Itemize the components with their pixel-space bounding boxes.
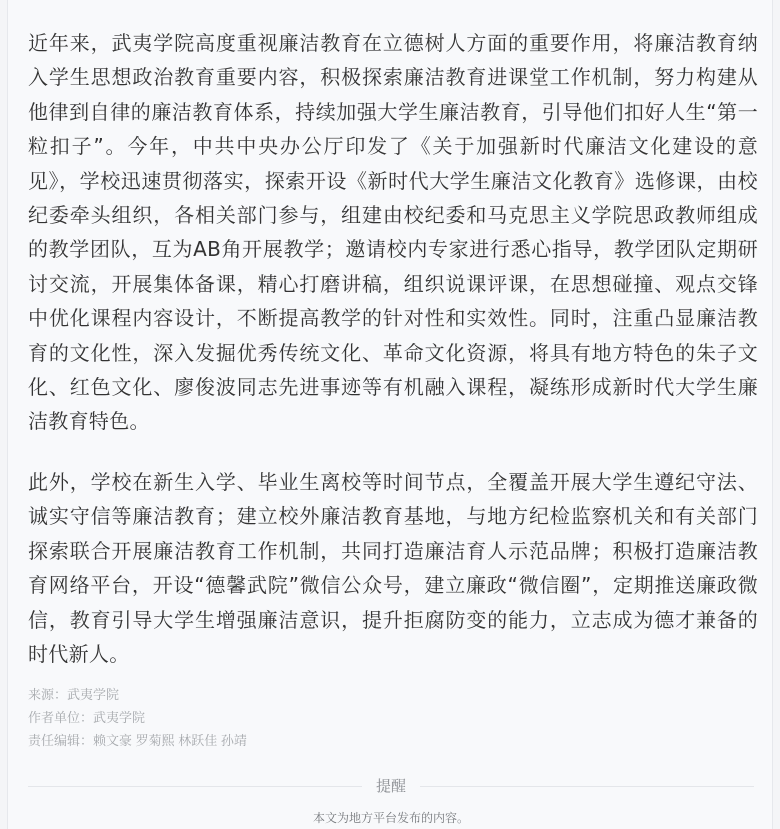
reminder-title: 提醒 <box>362 772 420 800</box>
author-unit-line: 作者单位：武夷学院 <box>28 710 146 725</box>
editors-line: 责任编辑：赖文豪 罗菊熙 林跃佳 孙靖 <box>28 733 247 748</box>
article-paragraph-1: 近年来，武夷学院高度重视廉洁教育在立德树人方面的重要作用，将廉洁教育纳入学生思想政治教育重要内容，积极探索廉洁教育进课堂工作机制，努力构建从他律到自律的廉洁教育体系，持续加强大学生廉洁教育，引导他们扣好人生“第一粒扣子”。今年，中共中央办公厅印发了《关于加强新时代廉洁文化建设的意见》，学校迅速贯彻落实，探索开设《新时代大学生廉洁文化教育》选修课，由校纪委牵头组织，各相关部门参与，组建由校纪委和马克思主义学院思政教师组成的教学团队，互为AB角开展教学；邀请校内专家进行悉心指导，教学团队定期研讨交流，开展集体备课，精心打磨讲稿，组织说课评课，在思想碰撞、观点交锋中优化课程内容设计，不断提高教学的针对性和实效性。同时，注重凸显廉洁教育的文化性，深入发掘优秀传统文化、革命文化资源，将具有地方特色的朱子文化、红色文化、廖俊波同志先进事迹等有机融入课程，凝练形成新时代大学生廉洁教育特色。 <box>28 31 758 434</box>
reminder-text: 本文为地方平台发布的内容。 <box>312 811 469 825</box>
source-line: 来源：武夷学院 <box>28 687 120 702</box>
article-page <box>7 0 773 829</box>
article-meta <box>28 683 247 752</box>
article-paragraph-2: 此外，学校在新生入学、毕业生离校等时间节点，全覆盖开展大学生遵纪守法、诚实守信等廉洁教育；建立校外廉洁教育基地，与地方纪检监察机关和有关部门探索联合开展廉洁教育工作机制，共同打造廉洁育人示范品牌；积极打造廉洁教育网络平台，开设“德馨武院”微信公众号，建立廉政“微信圈”，定期推送廉政微信，教育引导大学生增强廉洁意识，提升拒腐防变的能力，立志成为德才兼备的时代新人。 <box>28 469 758 666</box>
article-body <box>28 26 758 671</box>
reminder-section <box>28 772 754 827</box>
